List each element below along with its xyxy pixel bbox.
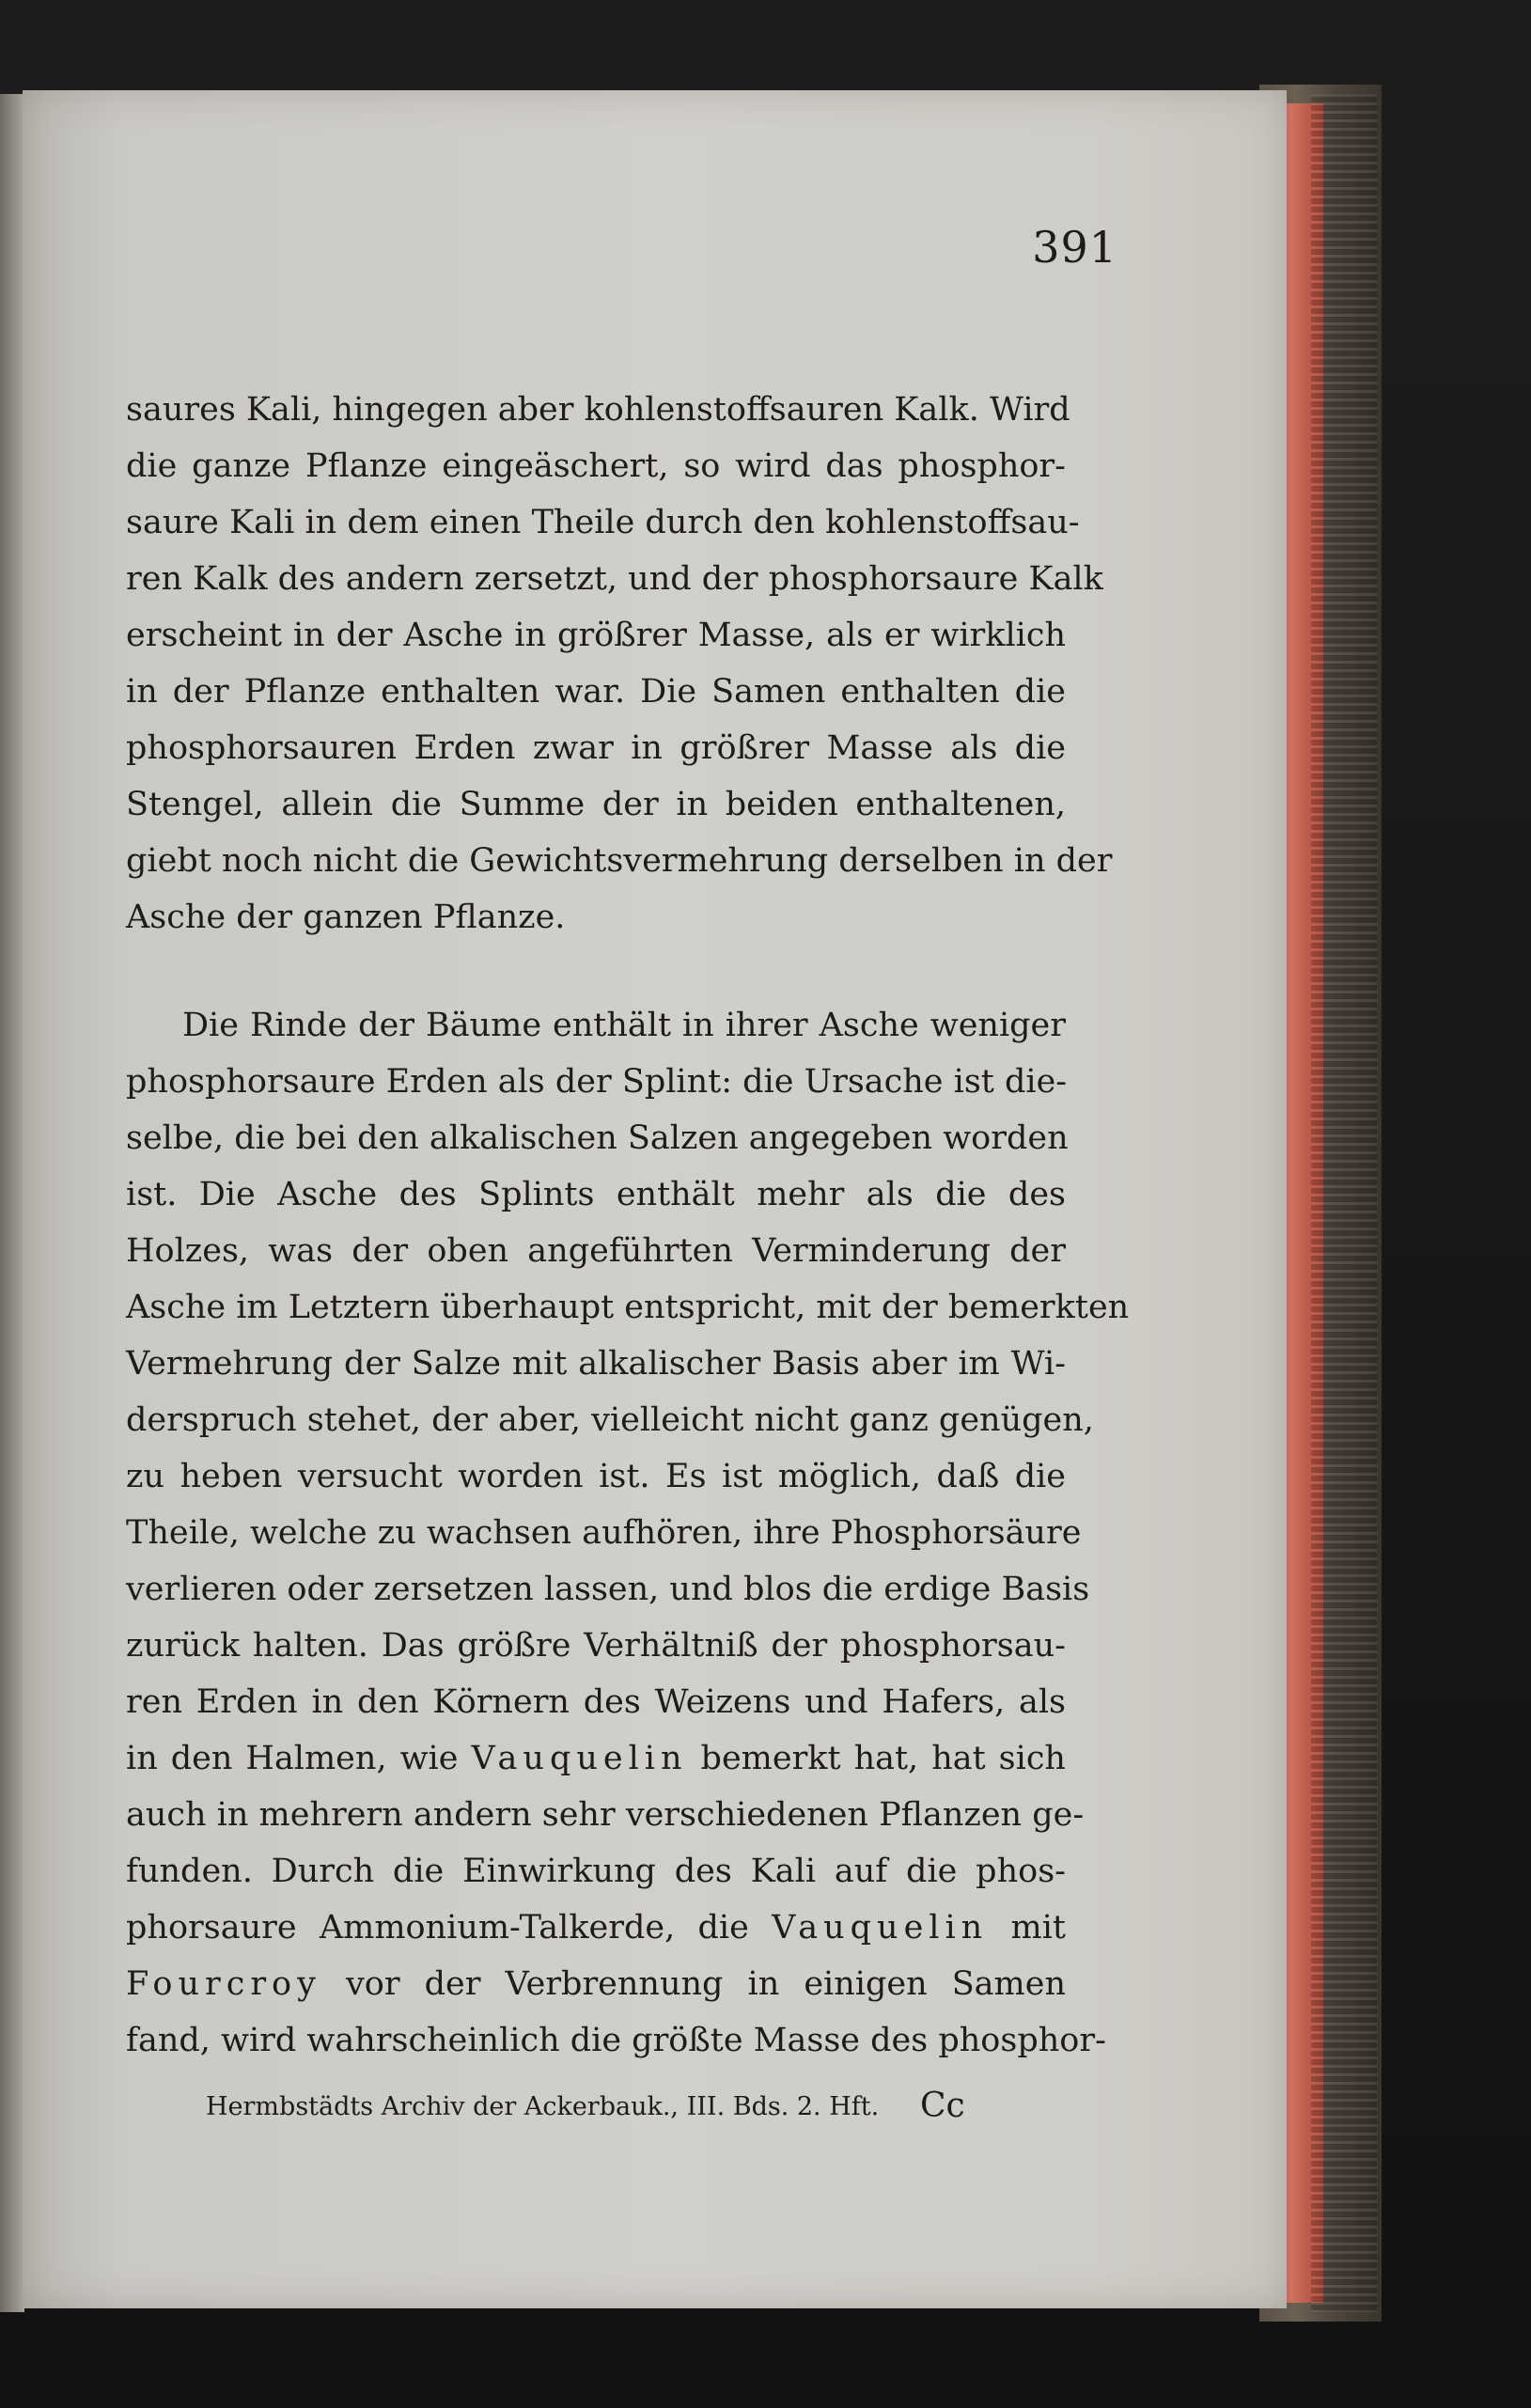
text-line: die ganze Pflanze eingeäschert, so wird das phosphor- [126,447,1066,485]
text-line: zu heben versucht worden ist. Es ist möglich, daß die [126,1458,1066,1495]
text-line: zurück halten. Das größre Verhältniß der phosphorsau- [126,1627,1066,1665]
text-line: Asche im Letztern überhaupt entspricht, mit der bemerkten [126,1289,1130,1326]
text-line: auch in mehrern andern sehr verschiedenen Pflanzen ge- [126,1796,1085,1834]
text-line: Holzes, was der oben angeführten Verminderung der [126,1232,1066,1270]
text-line: in der Pflanze enthalten war. Die Samen enthalten die [126,673,1066,711]
text-line: Asche der ganzen Pflanze. [126,899,566,936]
signature-mark: Cc [920,2087,965,2125]
text-line: ist. Die Asche des Splints enthält mehr als die des [126,1176,1066,1213]
book-page [23,90,1287,2308]
text-line: verlieren oder zersetzen lassen, und blos die erdige Basis [126,1571,1090,1608]
text-line: erscheint in der Asche in größrer Masse, als er wirklich [126,617,1066,654]
text-line: saure Kali in dem einen Theile durch den kohlenstoffsau- [126,504,1080,541]
text-line: phosphorsauren Erden zwar in größrer Masse als die [126,729,1066,767]
text-line: giebt noch nicht die Gewichtsvermehrung derselben in der [126,842,1113,880]
text-line: phosphorsaure Erden als der Splint: die Ursache ist die- [126,1063,1068,1101]
text-line: Theile, welche zu wachsen aufhören, ihre Phosphorsäure [126,1514,1082,1552]
text-line [126,1956,1066,2012]
paragraph-2 [126,997,1130,2069]
text-line: selbe, die bei den alkalischen Salzen angegeben worden [126,1119,1069,1157]
body-text [126,382,1130,2069]
text-run: in den Halmen, wie [126,1740,459,1777]
text-run: mit [1010,1909,1066,1947]
footer-citation: Hermbstädts Archiv der Ackerbauk., III. Bds. 2. Hft. [206,2092,880,2121]
page-footer [206,2087,1052,2125]
text-run: bemerkt hat, hat sich [700,1740,1066,1777]
text-line: Die Rinde der Bäume enthält in ihrer Asche weniger [182,1007,1066,1044]
text-line: saures Kali, hingegen aber kohlenstoffsauren Kalk. Wird [126,391,1070,429]
facing-page-edge [0,94,24,2312]
text-line: ren Erden in den Körnern des Weizens und Hafers, als [126,1683,1066,1721]
text-line: funden. Durch die Einwirkung des Kali auf die phos- [126,1853,1066,1890]
spaced-name: Vauquelin [471,1740,688,1777]
text-run: vor der Verbrennung in einigen Samen [345,1965,1066,2003]
text-line [126,1900,1066,1956]
spaced-name: Vauquelin [772,1909,989,1947]
text-line: fand, wird wahrscheinlich die größte Masse des phosphor- [126,2022,1106,2059]
page-number: 391 [1032,222,1117,273]
text-line [126,1730,1066,1787]
paragraph-1 [126,382,1113,946]
text-line: Stengel, allein die Summe der in beiden enthaltenen, [126,786,1066,823]
text-run: phorsaure Ammonium-Talkerde, die [126,1909,749,1947]
text-line: Vermehrung der Salze mit alkalischer Basis aber im Wi- [126,1345,1066,1383]
text-line: derspruch stehet, der aber, vielleicht nicht ganz genügen, [126,1401,1094,1439]
spaced-name: Fourcroy [126,1965,321,2003]
text-line: ren Kalk des andern zersetzt, und der phosphorsaure Kalk [126,560,1103,598]
cover-texture [1311,94,1377,2312]
